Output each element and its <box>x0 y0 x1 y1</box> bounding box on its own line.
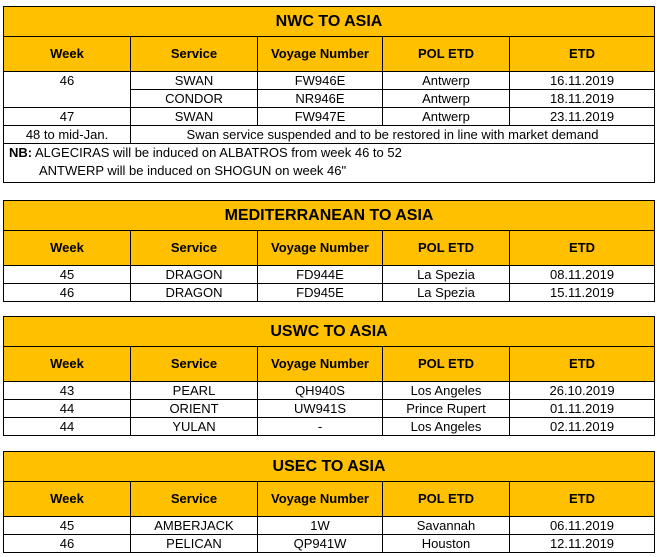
service-cell: SWAN <box>131 108 258 126</box>
service-cell: ORIENT <box>131 400 258 418</box>
voyage-cell: FW947E <box>258 108 383 126</box>
header-voyage: Voyage Number <box>258 347 383 382</box>
section-title: NWC TO ASIA <box>4 7 655 37</box>
service-cell: PELICAN <box>131 535 258 553</box>
service-cell: DRAGON <box>131 266 258 284</box>
usec-table <box>3 451 655 553</box>
header-pol-etd: POL ETD <box>383 231 510 266</box>
pol-cell: Antwerp <box>383 90 510 108</box>
header-service: Service <box>131 347 258 382</box>
etd-cell: 15.11.2019 <box>510 284 655 302</box>
etd-cell: 23.11.2019 <box>510 108 655 126</box>
voyage-cell: 1W <box>258 517 383 535</box>
header-pol-etd: POL ETD <box>383 347 510 382</box>
pol-cell: Savannah <box>383 517 510 535</box>
etd-cell: 08.11.2019 <box>510 266 655 284</box>
header-week: Week <box>4 37 131 72</box>
med-table <box>3 200 655 302</box>
table-row <box>4 108 655 126</box>
nwc-table <box>3 6 655 183</box>
header-etd: ETD <box>510 482 655 517</box>
nb-line-1: ALGECIRAS will be induced on ALBATROS from week 46 to 52 <box>35 145 402 160</box>
etd-cell: 06.11.2019 <box>510 517 655 535</box>
week-cell: 43 <box>4 382 131 400</box>
week-cell: 44 <box>4 400 131 418</box>
header-etd: ETD <box>510 37 655 72</box>
header-pol-etd: POL ETD <box>383 482 510 517</box>
section-title: USWC TO ASIA <box>4 317 655 347</box>
nb-line-2: ANTWERP will be induced on SHOGUN on week 46" <box>39 163 347 178</box>
service-cell: DRAGON <box>131 284 258 302</box>
service-cell: YULAN <box>131 418 258 436</box>
etd-cell: 26.10.2019 <box>510 382 655 400</box>
nb-cell <box>4 144 655 183</box>
service-cell: CONDOR <box>131 90 258 108</box>
note-week-cell: 48 to mid-Jan. <box>4 126 131 144</box>
nb-row <box>4 144 655 183</box>
week-cell: 46 <box>4 72 131 108</box>
med-section <box>3 200 654 302</box>
voyage-cell: NR946E <box>258 90 383 108</box>
nb-label: NB: <box>9 145 33 160</box>
week-cell: 46 <box>4 284 131 302</box>
section-title: USEC TO ASIA <box>4 452 655 482</box>
note-text-cell: Swan service suspended and to be restored in line with market demand <box>131 126 655 144</box>
pol-cell: Antwerp <box>383 72 510 90</box>
table-row <box>4 382 655 400</box>
pol-cell: Prince Rupert <box>383 400 510 418</box>
service-cell: AMBERJACK <box>131 517 258 535</box>
usec-section <box>3 451 654 553</box>
voyage-cell: QH940S <box>258 382 383 400</box>
table-row <box>4 535 655 553</box>
service-cell: PEARL <box>131 382 258 400</box>
uswc-table <box>3 316 655 436</box>
etd-cell: 01.11.2019 <box>510 400 655 418</box>
header-week: Week <box>4 482 131 517</box>
voyage-cell: FW946E <box>258 72 383 90</box>
week-cell: 46 <box>4 535 131 553</box>
table-row <box>4 72 655 90</box>
pol-cell: La Spezia <box>383 284 510 302</box>
header-week: Week <box>4 347 131 382</box>
voyage-cell: QP941W <box>258 535 383 553</box>
pol-cell: Los Angeles <box>383 418 510 436</box>
header-service: Service <box>131 231 258 266</box>
header-voyage: Voyage Number <box>258 482 383 517</box>
etd-cell: 16.11.2019 <box>510 72 655 90</box>
voyage-cell: - <box>258 418 383 436</box>
header-voyage: Voyage Number <box>258 231 383 266</box>
section-title: MEDITERRANEAN TO ASIA <box>4 201 655 231</box>
table-row <box>4 266 655 284</box>
service-cell: SWAN <box>131 72 258 90</box>
etd-cell: 02.11.2019 <box>510 418 655 436</box>
week-cell: 45 <box>4 517 131 535</box>
pol-cell: Los Angeles <box>383 382 510 400</box>
table-row <box>4 418 655 436</box>
header-service: Service <box>131 482 258 517</box>
etd-cell: 18.11.2019 <box>510 90 655 108</box>
table-row <box>4 517 655 535</box>
header-etd: ETD <box>510 231 655 266</box>
etd-cell: 12.11.2019 <box>510 535 655 553</box>
header-etd: ETD <box>510 347 655 382</box>
table-row <box>4 400 655 418</box>
header-voyage: Voyage Number <box>258 37 383 72</box>
uswc-section <box>3 316 654 436</box>
voyage-cell: FD945E <box>258 284 383 302</box>
header-week: Week <box>4 231 131 266</box>
week-cell: 44 <box>4 418 131 436</box>
pol-cell: La Spezia <box>383 266 510 284</box>
voyage-cell: FD944E <box>258 266 383 284</box>
pol-cell: Antwerp <box>383 108 510 126</box>
pol-cell: Houston <box>383 535 510 553</box>
voyage-cell: UW941S <box>258 400 383 418</box>
week-cell: 47 <box>4 108 131 126</box>
nwc-section <box>3 6 654 183</box>
header-pol-etd: POL ETD <box>383 37 510 72</box>
table-row <box>4 284 655 302</box>
header-service: Service <box>131 37 258 72</box>
week-cell: 45 <box>4 266 131 284</box>
note-row <box>4 126 655 144</box>
